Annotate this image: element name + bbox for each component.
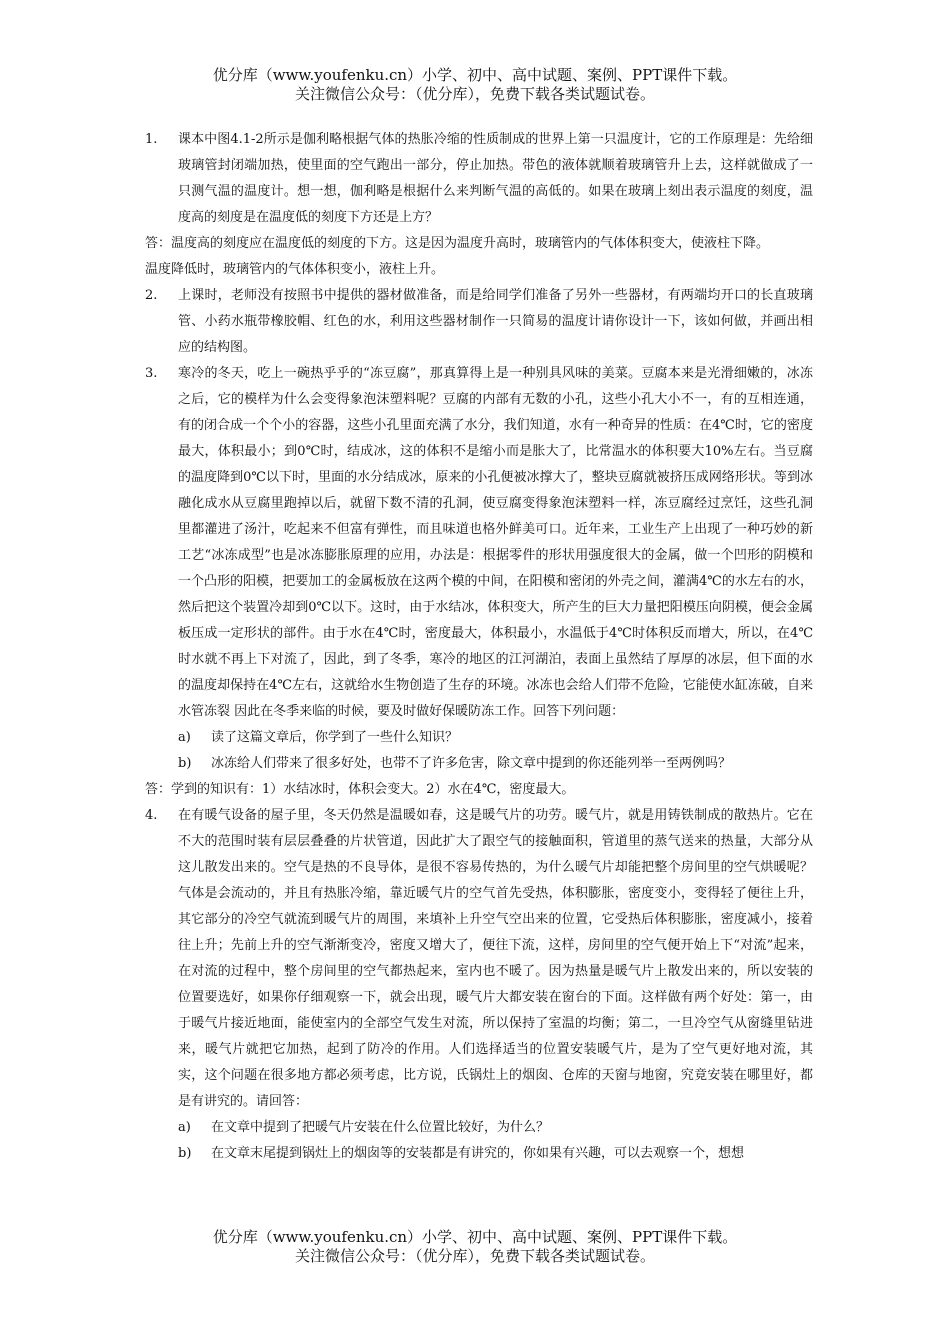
page-footer <box>0 1228 950 1266</box>
question-2 <box>145 283 813 361</box>
answer-3: 答：学到的知识有：1）水结冰时，体积会变大。2）水在4℃，密度最大。 <box>145 782 575 797</box>
question-1 <box>145 127 813 231</box>
question-number: 3. <box>145 366 158 381</box>
sub-question-label: b) <box>178 756 192 771</box>
document-body <box>145 127 813 1167</box>
question-number: 2. <box>145 288 158 303</box>
question-text: 上课时，老师没有按照书中提供的器材做准备，而是给同学们准备了另外一些器材，有两端均开口的长直玻璃管、小药水瓶带橡胶帽、红色的水，利用这些器材制作一只简易的温度计请你设计一下，该如何做，并画出相应的结构图。 <box>178 288 813 355</box>
sub-question-label: b) <box>178 1146 192 1161</box>
sub-question-label: a) <box>178 1120 191 1135</box>
answer-1-continued: 温度降低时，玻璃管内的气体体积变小，液柱上升。 <box>145 262 445 277</box>
question-text: 在有暖气设备的屋子里，冬天仍然是温暖如春，这是暖气片的功劳。暖气片，就是用铸铁制成的散热片。它在不大的范围时装有层层叠叠的片状管道，因此扩大了跟空气的接触面积，管道里的蒸气送来的热量，大部分从这儿散发出来的。空气是热的不良导体，是很不容易传热的，为什么暖气片却能把整个房间里的空气烘暖呢？气体是会流动的，并且有热胀冷缩，靠近暖气片的空气首先受热，体积膨胀，密度变小，变得轻了便往上升，其它部分的冷空气就流到暖气片的周围，来填补上升空气空出来的位置，它受热后体积膨胀，密度减小，接着往上升；先前上升的空气渐渐变冷，密度又增大了，便往下流，这样，房间里的空气便开始上下“对流”起来，在对流的过程中，整个房间里的空气都热起来，室内也不暖了。因为热量是暖气片上散发出来的，所以安装的位置要选好，如果你仔细观察一下，就会出现，暖气片大都安装在窗台的下面。这样做有两个好处：第一，由于暖气片接近地面，能使室内的全部空气发生对流，所以保持了室温的均衡；第二，一旦冷空气从窗缝里钻进来，暖气片就把它加热，起到了防冷的作用。人们选择适当的位置安装暖气片，是为了空气更好地对流，其实，这个问题在很多地方都必须考虑，比方说，氏锅灶上的烟囱、仓库的天窗与地窗，究竟安装在哪里好，都是有讲究的。请回答： <box>178 808 813 1109</box>
sub-question-text: 读了这篇文章后，你学到了一些什么知识？ <box>211 730 459 745</box>
sub-question-text: 在文章末尾提到锅灶上的烟囱等的安装都是有讲究的，你如果有兴趣，可以去观察一个，想想 <box>211 1146 745 1161</box>
sub-question-3a <box>145 725 813 751</box>
sub-question-3b <box>145 751 813 777</box>
page-header <box>0 66 950 104</box>
question-number: 4. <box>145 808 158 823</box>
sub-question-4a <box>145 1115 813 1141</box>
question-4 <box>145 803 813 1115</box>
header-line-2: 关注微信公众号：（优分库），免费下载各类试题试卷。 <box>294 85 655 103</box>
sub-question-text: 在文章中提到了把暖气片安装在什么位置比较好，为什么？ <box>211 1120 550 1135</box>
sub-question-text: 冰冻给人们带来了很多好处，也带不了许多危害，除文章中提到的你还能列举一至两例吗？ <box>211 756 732 771</box>
question-text: 寒冷的冬天，吃上一碗热乎乎的“冻豆腐”，那真算得上是一种别具风味的美菜。豆腐本来是光滑细嫩的，冰冻之后，它的模样为什么会变得象泡沫塑料呢？豆腐的内部有无数的小孔，这些小孔大小不一，有的互相连通，有的闭合成一个个小的容器，这些小孔里面充满了水分，我们知道，水有一种奇异的性质：在4℃时，它的密度最大，体积最小；到0℃时，结成冰，这的体积不是缩小而是胀大了，比常温水的体积要大10%左右。当豆腐的温度降到0℃以下时，里面的水分结成冰，原来的小孔便被冰撑大了，整块豆腐就被挤压成网络形状。等到冰融化成水从豆腐里跑掉以后，就留下数不清的孔洞，使豆腐变得象泡沫塑料一样，冻豆腐经过烹饪，这些孔洞里都灌进了汤汁，吃起来不但富有弹性，而且味道也格外鲜美可口。近年来，工业生产上出现了一种巧妙的新工艺“冰冻成型”也是冰冻膨胀原理的应用，办法是：根据零件的形状用强度很大的金属，做一个凹形的阴模和一个凸形的阳模，把要加工的金属板放在这两个模的中间，在阳模和密闭的外壳之间，灌满4℃的水左右的水，然后把这个装置冷却到0℃以下。这时，由于水结冰，体积变大，所产生的巨大力量把阳模压向阴模，便会金属板压成一定形状的部件。由于水在4℃时，密度最大，体积最小，水温低于4℃时体积反而增大，所以，在4℃时水就不再上下对流了，因此，到了冬季，寒冷的地区的江河湖泊，表面上虽然结了厚厚的冰层，但下面的水的温度却保持在4℃左右，这就给水生物创造了生存的环境。冰冻也会给人们带不危险，它能使水缸冻破，自来水管冻裂 因此在冬季来临的时候，要及时做好保暖防冻工作。回答下列问题： <box>178 366 813 719</box>
footer-line-2: 关注微信公众号：（优分库），免费下载各类试题试卷。 <box>294 1247 655 1265</box>
sub-question-label: a) <box>178 730 191 745</box>
question-text: 课本中图4.1-2所示是伽利略根据气体的热胀冷缩的性质制成的世界上第一只温度计，它的工作原理是：先给细玻璃管封闭端加热，使里面的空气跑出一部分，停止加热。带色的液体就顺着玻璃管升上去，这样就做成了一只测气温的温度计。想一想，伽利略是根据什么来判断气温的高低的。如果在玻璃上刻出表示温度的刻度，温度高的刻度是在温度低的刻度下方还是上方？ <box>178 132 813 225</box>
question-3 <box>145 361 813 725</box>
header-line-1: 优分库（www.youfenku.cn）小学、初中、高中试题、案例、PPT课件下载。 <box>212 66 738 84</box>
sub-question-4b <box>145 1141 813 1167</box>
footer-line-1: 优分库（www.youfenku.cn）小学、初中、高中试题、案例、PPT课件下载。 <box>212 1228 738 1246</box>
question-number: 1. <box>145 132 158 147</box>
answer-1: 答：温度高的刻度应在温度低的刻度的下方。这是因为温度升高时，玻璃管内的气体体积变大，使液柱下降。 <box>145 236 770 251</box>
